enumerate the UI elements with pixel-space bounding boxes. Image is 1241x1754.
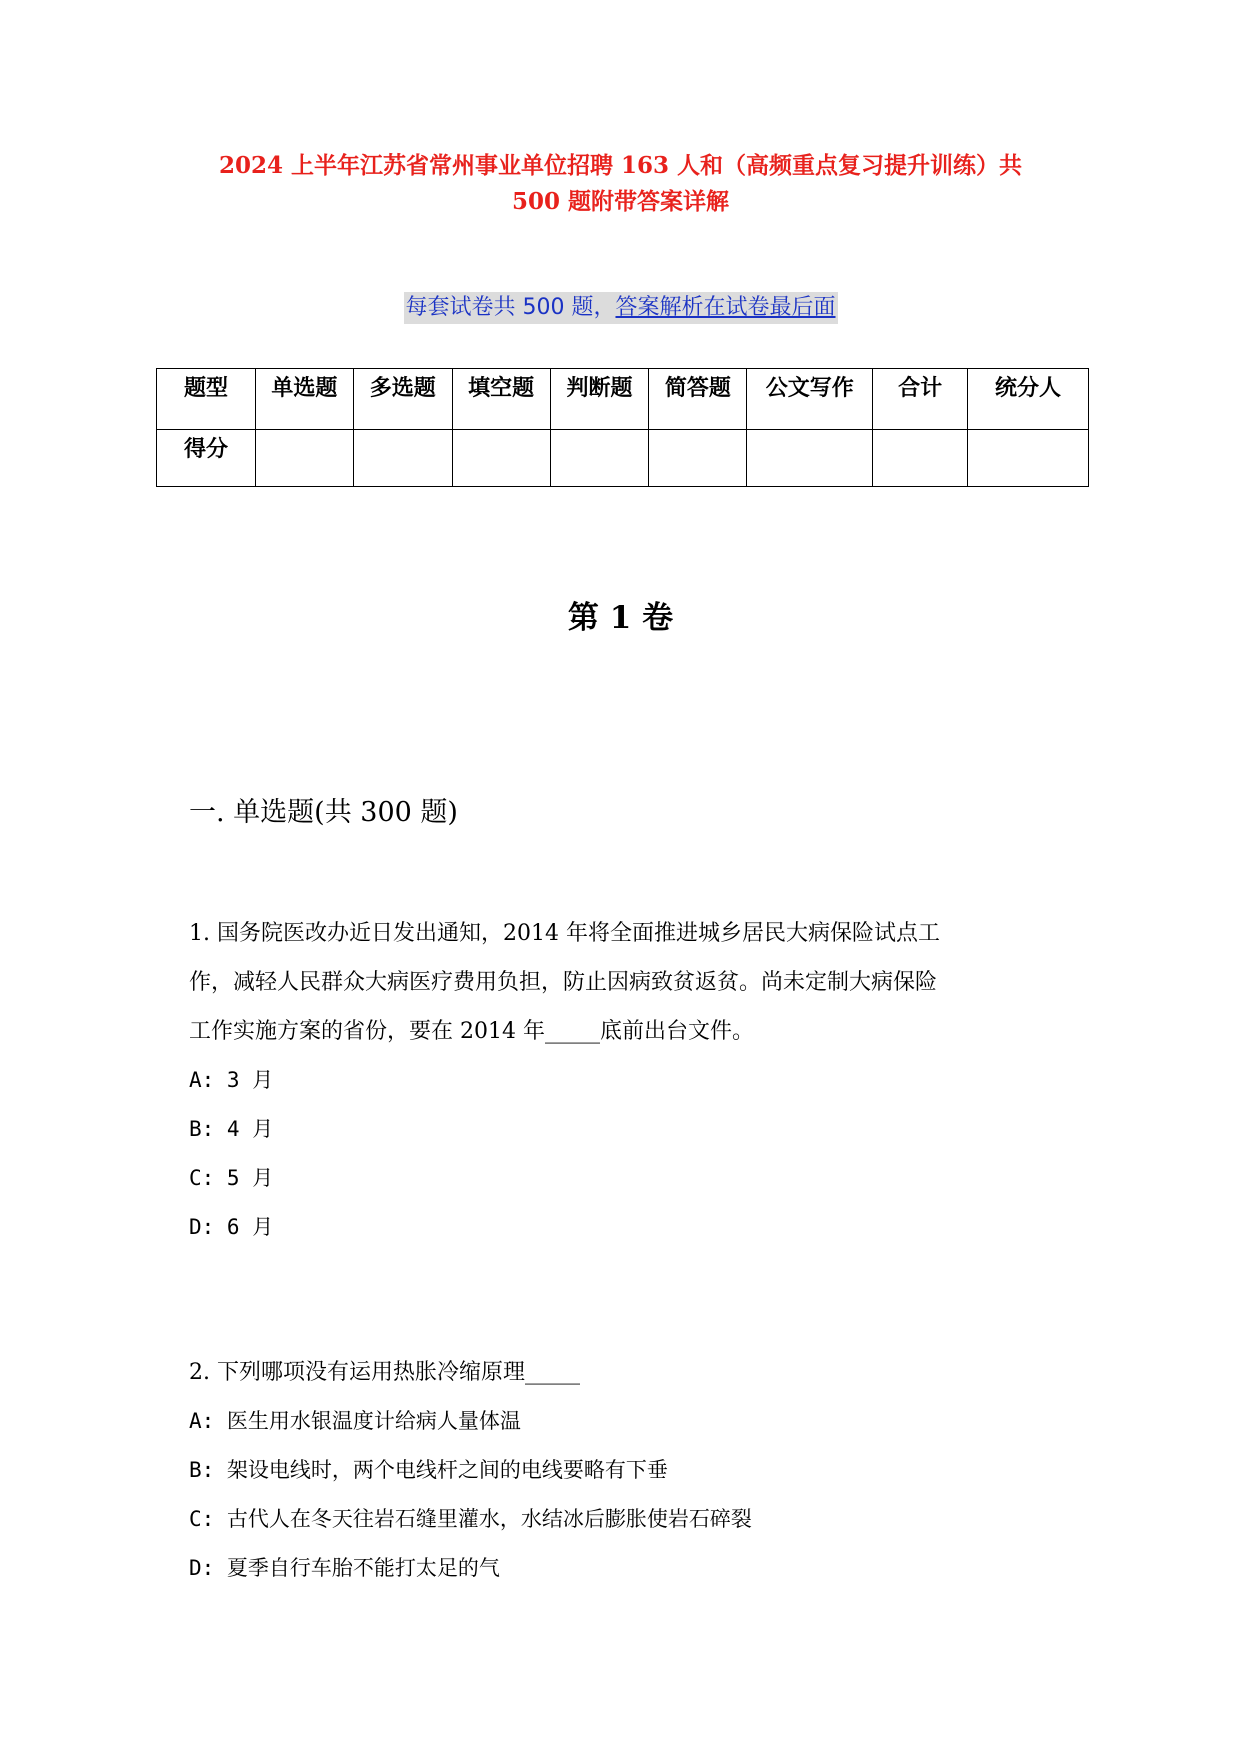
document-title (150, 148, 1091, 220)
question-1-option-a: A: 3 月 (189, 1068, 274, 1092)
score-cell (873, 430, 968, 487)
score-cell (968, 430, 1089, 487)
header-cell-multiple-choice: 多选题 (353, 369, 452, 430)
question-2-option-a: A: 医生用水银温度计给病人量体温 (189, 1409, 521, 1433)
subtitle-wrap (0, 292, 1241, 324)
volume-heading: 第 1 卷 (567, 600, 674, 636)
question-2-line-1: 2. 下列哪项没有运用热胀冷缩原理_____ (189, 1360, 580, 1385)
question-1 (189, 909, 940, 1252)
score-cell (550, 430, 649, 487)
header-cell-type: 题型 (157, 369, 256, 430)
question-2-option-b: B: 架设电线时，两个电线杆之间的电线要略有下垂 (189, 1458, 668, 1482)
question-1-line-3: 工作实施方案的省份，要在 2014 年_____底前出台文件。 (189, 1019, 754, 1044)
header-cell-document-writing: 公文写作 (747, 369, 873, 430)
score-table-score-row (157, 430, 1089, 487)
score-cell (452, 430, 550, 487)
question-1-option-b: B: 4 月 (189, 1117, 274, 1141)
section-heading: 一. 单选题(共 300 题) (189, 797, 458, 828)
question-1-option-c: C: 5 月 (189, 1166, 274, 1190)
title-line-1: 2024 上半年江苏省常州事业单位招聘 163 人和（高频重点复习提升训练）共 (218, 152, 1023, 179)
score-cell (747, 430, 873, 487)
question-2 (189, 1348, 752, 1593)
score-cell (649, 430, 747, 487)
subtitle-part-2: 答案解析在试卷最后面 (615, 295, 836, 320)
title-line-2: 500 题附带答案详解 (511, 188, 730, 215)
header-cell-single-choice: 单选题 (255, 369, 353, 430)
score-cell (353, 430, 452, 487)
score-cell (255, 430, 353, 487)
header-cell-total: 合计 (873, 369, 968, 430)
question-2-option-c: C: 古代人在冬天往岩石缝里灌水，水结冰后膨胀使岩石碎裂 (189, 1507, 752, 1531)
subtitle (404, 292, 838, 324)
score-table (156, 368, 1089, 487)
score-row-label: 得分 (157, 430, 256, 487)
question-1-line-2: 作，减轻人民群众大病医疗费用负担，防止因病致贫返贫。尚未定制大病保险 (189, 970, 938, 995)
header-cell-true-false: 判断题 (550, 369, 649, 430)
header-cell-fill-blank: 填空题 (452, 369, 550, 430)
question-2-option-d: D: 夏季自行车胎不能打太足的气 (189, 1556, 500, 1580)
question-1-line-1: 1. 国务院医改办近日发出通知，2014 年将全面推进城乡居民大病保险试点工 (189, 921, 940, 946)
question-1-option-d: D: 6 月 (189, 1215, 274, 1239)
header-cell-scorer: 统分人 (968, 369, 1089, 430)
subtitle-part-1: 每套试卷共 500 题， (405, 295, 616, 320)
header-cell-short-answer: 简答题 (649, 369, 747, 430)
score-table-header-row (157, 369, 1089, 430)
